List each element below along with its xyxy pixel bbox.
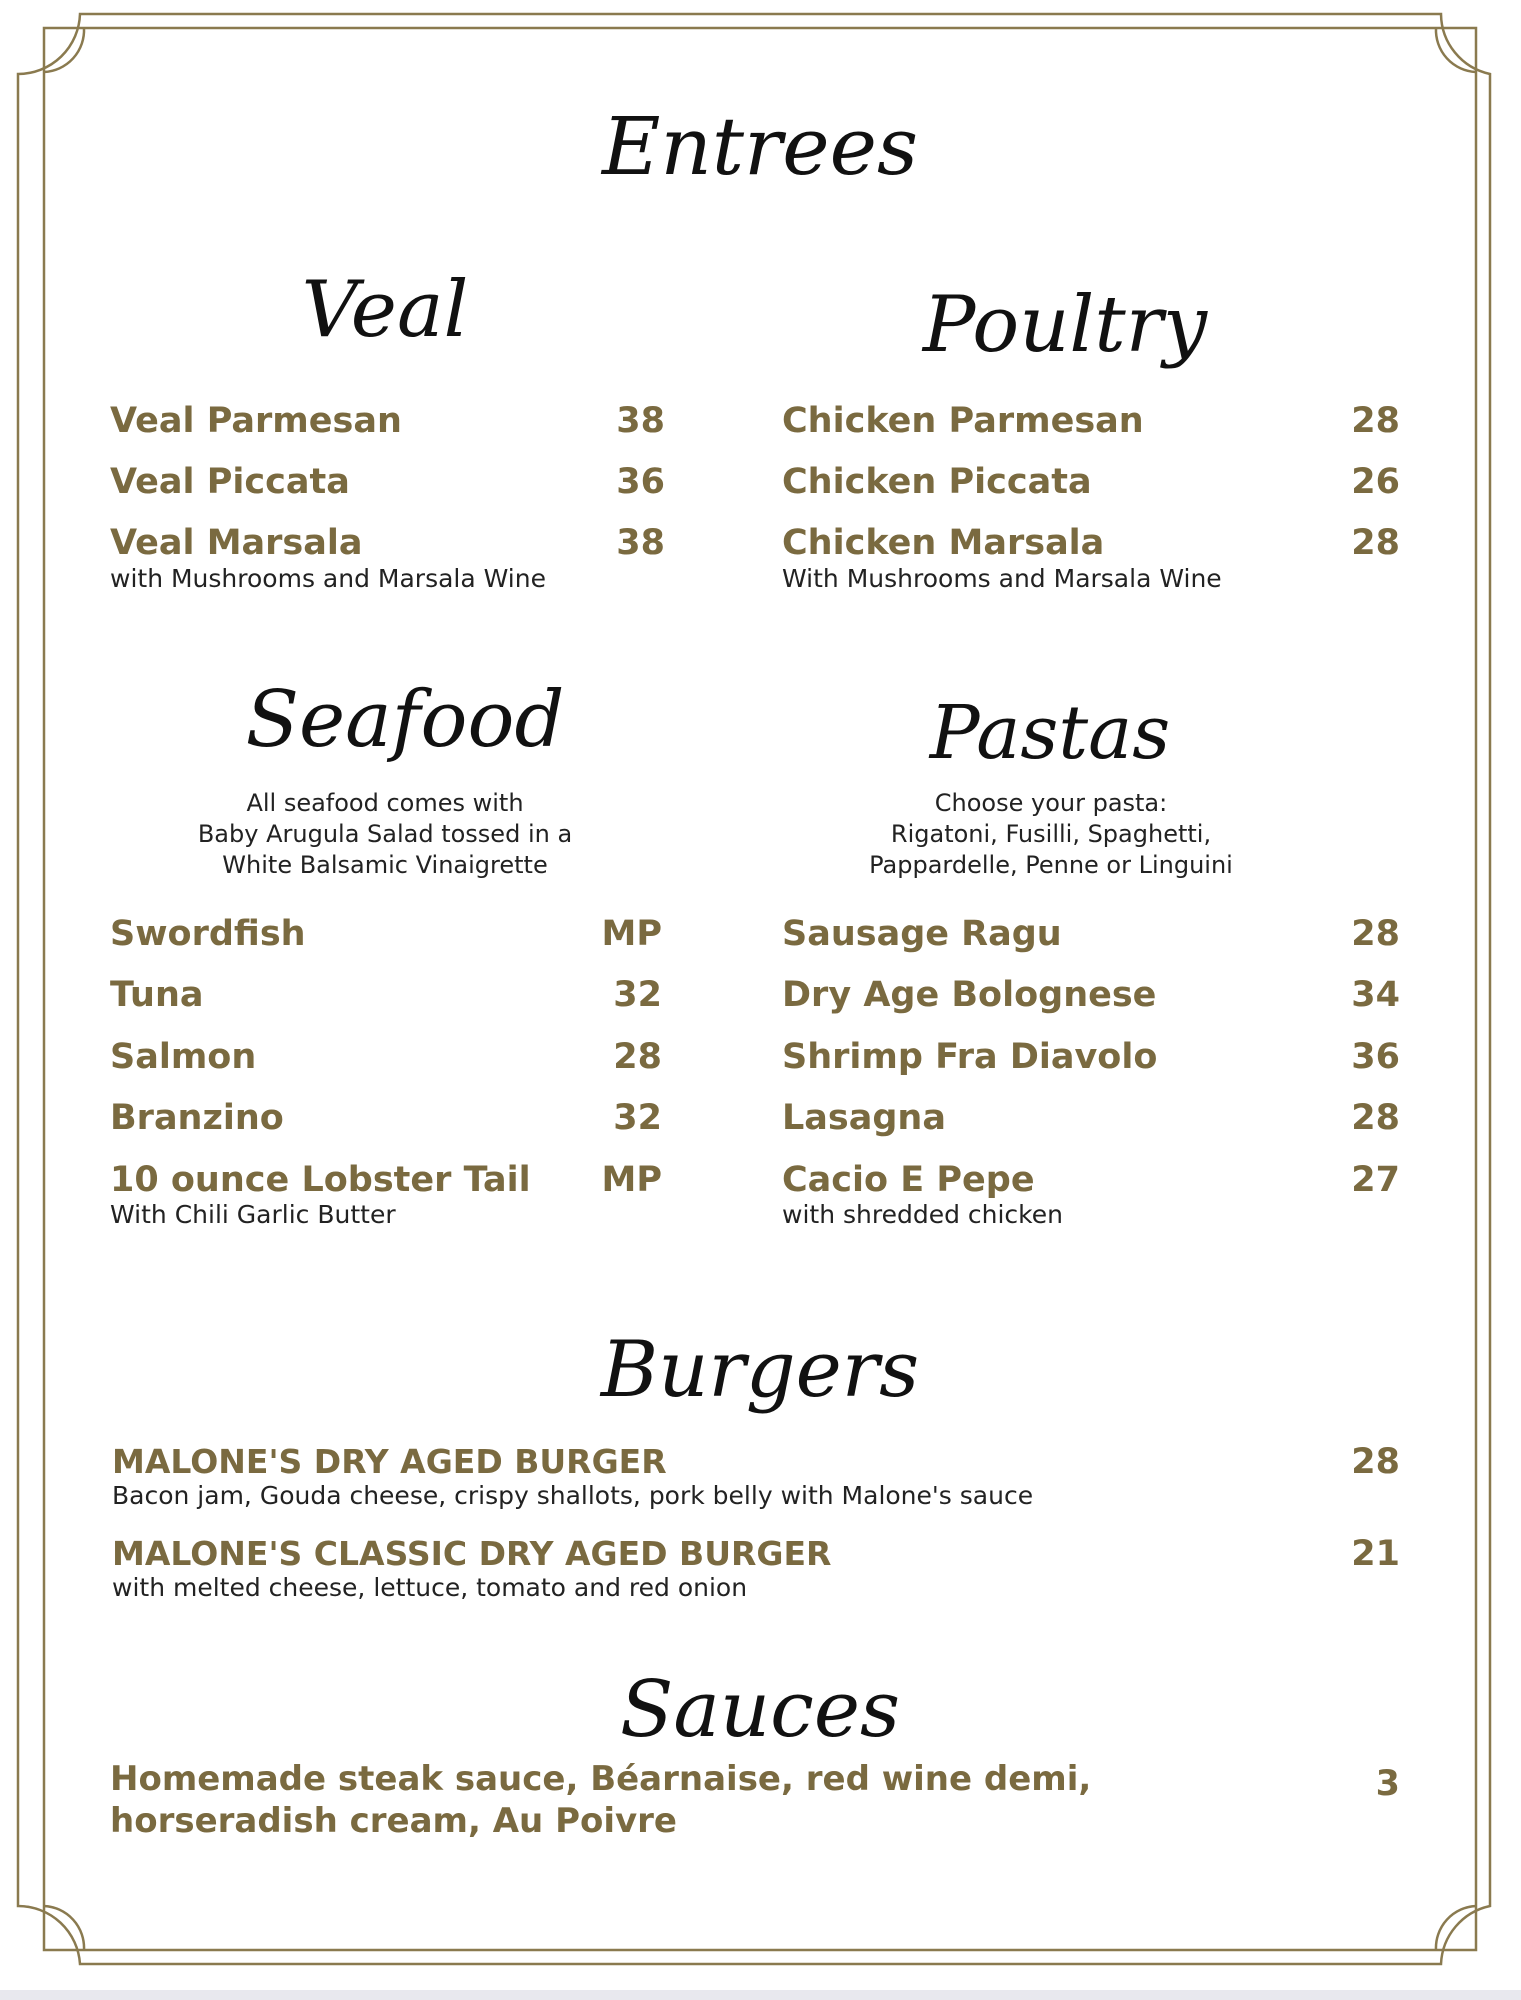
section-heading-seafood: Seafood (245, 675, 565, 765)
sauces-list (110, 1758, 1110, 1842)
note-line: Rigatoni, Fusilli, Spaghetti, (890, 820, 1212, 848)
menu-item-price: 27 (1351, 1160, 1400, 1200)
menu-item-description: Bacon jam, Gouda cheese, crispy shallots, pork belly with Malone's sauce (112, 1481, 1034, 1510)
menu-item-name: Veal Marsala (110, 523, 363, 563)
menu-item-price: 36 (1351, 1037, 1400, 1077)
menu-item-name: Shrimp Fra Diavolo (782, 1037, 1158, 1077)
menu-item-name: Branzino (110, 1098, 284, 1138)
sauces-line: horseradish cream, Au Poivre (110, 1801, 677, 1841)
menu-item-description: with shredded chicken (782, 1200, 1063, 1229)
note-line: Pappardelle, Penne or Linguini (869, 851, 1233, 879)
section-heading-pastas: Pastas (929, 690, 1171, 776)
menu-item-price: MP (601, 914, 662, 954)
menu-item-price: 28 (1351, 1098, 1400, 1138)
menu-item-name: Cacio E Pepe (782, 1160, 1035, 1200)
menu-item-name: MALONE'S CLASSIC DRY AGED BURGER (112, 1534, 832, 1573)
menu-item-price: 26 (1351, 462, 1400, 502)
menu-item-price: 28 (1351, 401, 1400, 441)
menu-item-description: with melted cheese, lettuce, tomato and red onion (112, 1573, 748, 1602)
section-heading-burgers: Burgers (600, 1325, 920, 1415)
page-title: Entrees (601, 100, 919, 193)
note-line: Baby Arugula Salad tossed in a (197, 820, 573, 848)
menu-item-price: 28 (1351, 523, 1400, 563)
note-line: Choose your pasta: (934, 789, 1168, 817)
menu-item-price: 28 (1351, 1442, 1400, 1482)
sauces-line: Homemade steak sauce, Béarnaise, red wine demi, (110, 1759, 1092, 1799)
note-line: All seafood comes with (246, 789, 524, 817)
section-heading-veal: Veal (301, 265, 469, 355)
section-heading-poultry: Poultry (922, 280, 1208, 370)
menu-item-name: Salmon (110, 1037, 257, 1077)
menu-item-price: 34 (1351, 975, 1400, 1015)
menu-item-price: 21 (1351, 1534, 1400, 1574)
section-note (791, 788, 1311, 881)
bottom-scroll-edge (0, 1990, 1521, 2000)
menu-item-price: 3 (1375, 1764, 1400, 1804)
section-heading-sauces: Sauces (619, 1665, 901, 1755)
menu-item-price: MP (601, 1160, 662, 1200)
note-line: White Balsamic Vinaigrette (222, 851, 548, 879)
menu-item-name: Swordfish (110, 914, 306, 954)
menu-item-description: With Chili Garlic Butter (110, 1200, 396, 1229)
menu-item-name: MALONE'S DRY AGED BURGER (112, 1442, 667, 1481)
menu-item-name: Chicken Piccata (782, 462, 1092, 502)
section-note (125, 788, 645, 881)
menu-item-price: 38 (616, 523, 665, 563)
menu-item-price: 38 (616, 401, 665, 441)
menu-item-name: 10 ounce Lobster Tail (110, 1160, 531, 1200)
menu-item-name: Chicken Marsala (782, 523, 1105, 563)
menu-item-name: Lasagna (782, 1098, 946, 1138)
menu-item-name: Chicken Parmesan (782, 401, 1144, 441)
menu-item-price: 32 (613, 975, 662, 1015)
menu-item-name: Dry Age Bolognese (782, 975, 1157, 1015)
menu-item-name: Tuna (110, 975, 204, 1015)
menu-item-name: Veal Parmesan (110, 401, 402, 441)
menu-item-name: Veal Piccata (110, 462, 350, 502)
menu-item-price: 36 (616, 462, 665, 502)
menu-item-price: 28 (613, 1037, 662, 1077)
menu-item-description: With Mushrooms and Marsala Wine (782, 564, 1222, 593)
menu-item-price: 28 (1351, 914, 1400, 954)
menu-item-price: 32 (613, 1098, 662, 1138)
menu-item-description: with Mushrooms and Marsala Wine (110, 564, 546, 593)
menu-item-name: Sausage Ragu (782, 914, 1062, 954)
